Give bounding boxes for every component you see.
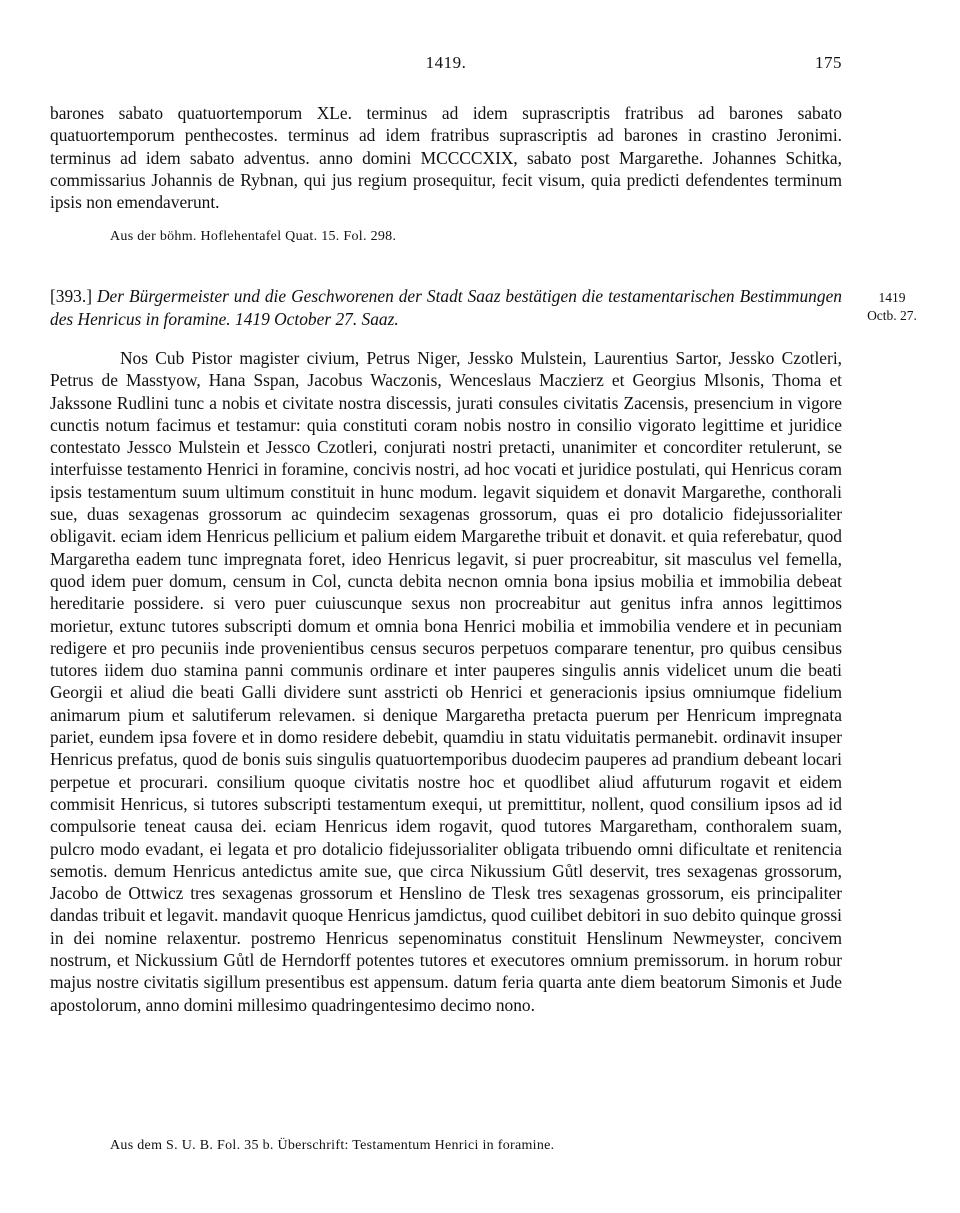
paragraph-continuation: barones sabato quatuortemporum XLe. terminus ad idem suprascriptis fratribus ad barones sabato quatuortemporum penthecostes. terminus ad idem fratribus suprascriptis ad barones in crastino Jeronimi. terminus ad idem sabato adventus. anno domini MCCCCXIX, sabato post Margarethe. Johannes Schitka, commissarius Johannis de Rybnan, qui jus regium prosequitur, fecit visum, quia predicti defendentes terminum ipsis non emendaverunt. [50, 103, 842, 213]
margin-date: Octb. 27. [867, 308, 917, 323]
running-head [50, 53, 842, 77]
document-number: [393.] [50, 286, 93, 306]
source-note-2: Aus dem S. U. B. Fol. 35 b. Überschrift: Testamentum Henrici in foramine. [110, 1138, 555, 1153]
margin-year: 1419 [878, 290, 906, 305]
page-number: 175 [815, 53, 842, 72]
document-heading [50, 285, 842, 331]
source-note-1: Aus der böhm. Hoflehentafel Quat. 15. Fol. 298. [110, 229, 397, 244]
paragraph-charter: Nos Cub Pistor magister civium, Petrus Niger, Jessko Mulstein, Laurentius Sartor, Jessko Czotleri, Petrus de Masstyow, Hana Sspan, Jacobus Waczonis, Wenceslaus Maczierz et Georgius Mlsonis, Thoma et Jakssone Rudlini tunc a nobis et civitate nostra discessis, jurati consules civitatis Zacensis, presencium in vigore cunctis notum facimus et testamur: quia constituti coram nobis nostro in consilio vigorato legittime et juridice contestato Jessco Mulstein et Jessco Czotleri, conjurati nostri pretacti, unanimiter et concorditer retulerunt, se interfuisse testamento Henrici in foramine, concivis nostri, ad hoc vocati et juridice postulati, qui Henricus coram ipsis testamentum suum ultimum constituit in hunc modum. legavit siquidem et donavit Margarethe, conthorali sue, duas sexagenas grossorum ac quindecim sexagenas grossorum, quas ei pro dotalicio fidejussorialiter obligavit. eciam idem Henricus pellicium et palium eidem Margarethe tribuit et donavit. et quia referebatur, quod Margaretha eadem tunc impregnata foret, ideo Henricus legavit, si puer procreabitur, sit masculus vel femella, quod idem puer domum, censum in Col, cuncta debita necnon omnia bona ipsius mobilia et immobilia debeat hereditarie possidere. si vero puer cuiuscunque sexus non procreabitur aut genitus infra annos legittimos morietur, extunc tutores subscripti domum et omnia bona Henrici mobilia et immobilia vendere et in pecuniam redigere et pro pecuniis inde provenientibus census securos perpetuos comparare tenentur, pro quibus censibus tutores iidem duo stamina panni communis ordinare et inter pauperes singulis annis videlicet unum die beati Georgii et aliud die beati Galli dividere sunt asstricti ob Henrici et generacionis ipsius omniumque fidelium animarum pium et salutiferum relevamen. si denique Margaretha pretacta puerum per Henricum impregnata pariet, eundem ipsa fovere et in domo residere debebit, quamdiu in statu viduitatis permanebit. ordinavit insuper Henricus prefatus, quod de bonis suis singulis quatuortemporibus duodecim pauperes ad prandium debeant locari perpetue et procurari. consilium quoque civitatis nostre hoc et quodlibet aliud affuturum rogavit et eidem commisit Henricus, si tutores subscripti testamentum exequi, ut premittitur, nollent, quod consilium ipsos ad id compulsorie teneat causa dei. eciam Henricus idem rogavit, quod tutores Margaretham, conthoralem suam, pulcro modo evadant, ei legata et pro dotalicio fidejussorialiter obligata tribuendo omni dificultate et renitencia semotis. demum Henricus antedictus amite sue, que circa Nikussium Gůtl deservit, tres sexagenas grossorum, Jacobo de Ottwicz tres sexagenas grossorum et Henslino de Tlesk tres sexagenas grossorum, eis principaliter dandas tribuit et legavit. mandavit quoque Henricus jamdictus, quod cuilibet debitori in suo debito quinque grossi in dei nomine relaxentur. postremo Henricus sepenominatus constituit Henslinum Newmeyster, concivem nostrum, et Nickussium Gůtl de Herndorff potentes tutores et executores omnium premissorum. in horum robur majus nostre civitatis sigillum presentibus est appensum. datum feria quarta ante diem beatorum Simonis et Jude apostolorum, anno domini millesimo quadringentesimo decimo nono. [50, 348, 842, 1015]
document-title: Der Bürgermeister und die Geschworenen der Stadt Saaz bestätigen die testamentarischen Bestimmungen des Henricus in foramine. 1419 October 27. Saaz. [50, 286, 842, 329]
running-head-year: 1419. [425, 53, 467, 72]
margin-date-note [856, 289, 928, 325]
